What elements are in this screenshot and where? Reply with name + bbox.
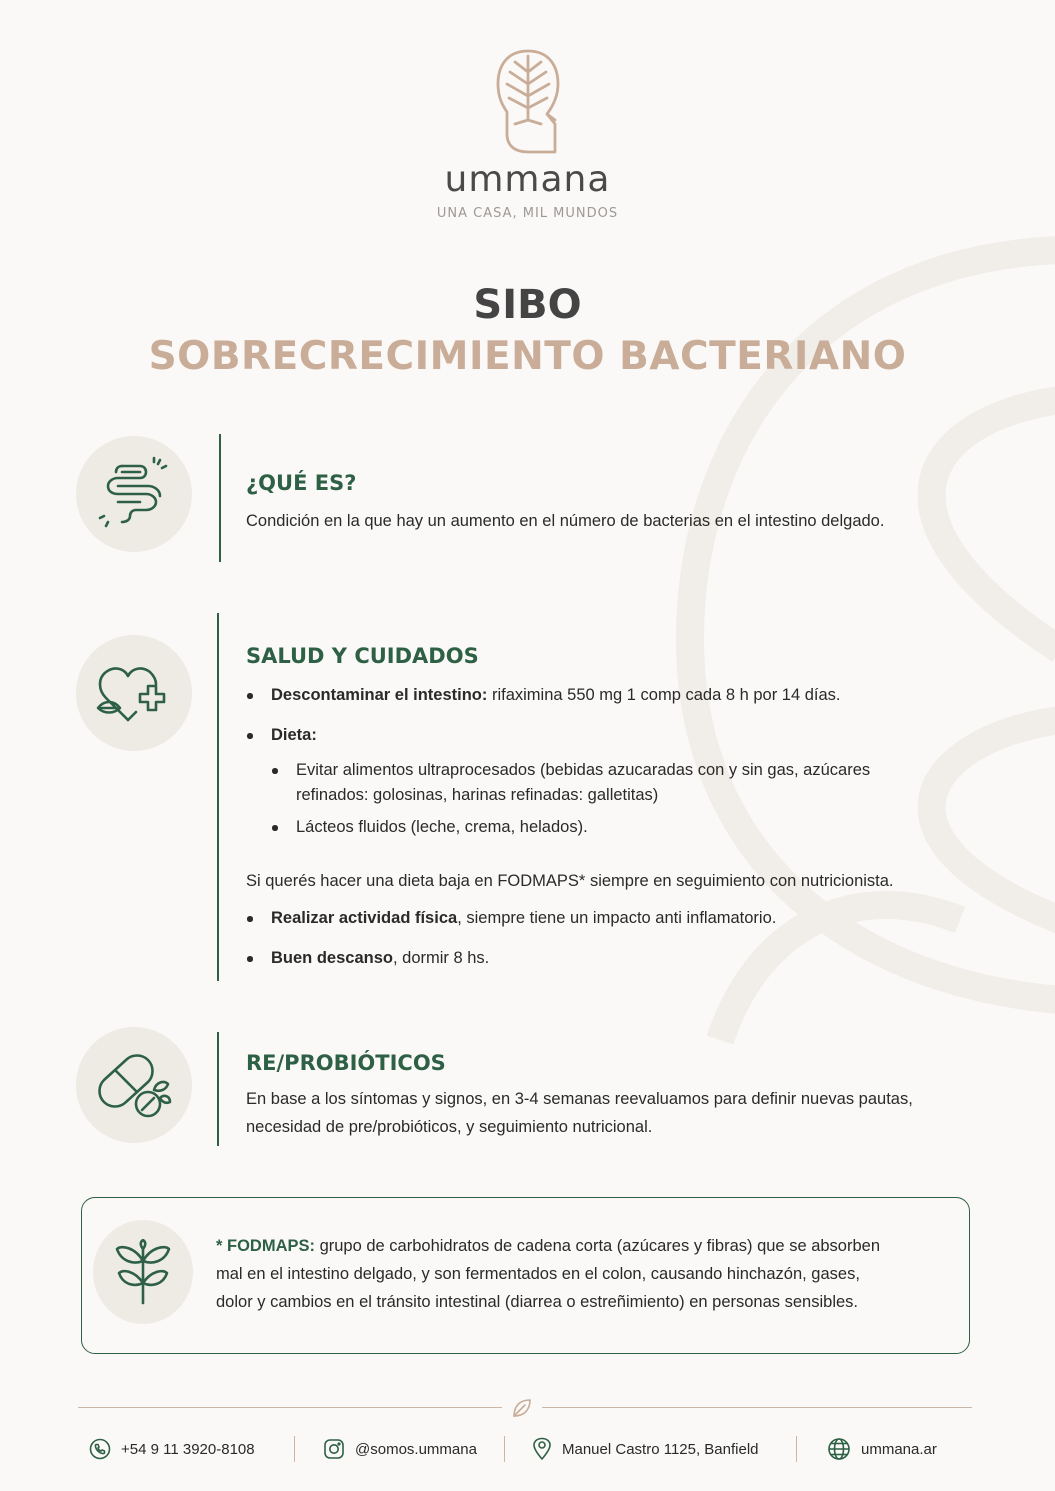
probioticos-text (246, 1085, 913, 1141)
plant-icon (113, 1239, 173, 1305)
fodmaps-label: * FODMAPS: (216, 1237, 315, 1255)
website-text: ummana.ar (861, 1440, 937, 1458)
leaf-icon (511, 1397, 533, 1419)
descontaminar-text: rifaximina 550 mg 1 comp cada 8 h por 14 días. (487, 686, 841, 704)
descontaminar-label: Descontaminar el intestino: (271, 686, 488, 704)
footer-address[interactable] (532, 1436, 759, 1462)
descanso-text: , dormir 8 hs. (392, 949, 490, 967)
ultraprocesados-line2: refinados: golosinas, harinas refinadas: galletitas) (296, 786, 659, 804)
actividad-label: Realizar actividad física (271, 909, 458, 927)
brand-name: ummana (444, 159, 611, 200)
que-es-divider (219, 434, 221, 562)
fodmaps-line1: grupo de carbohidratos de cadena corta (azúcares y fibras) que se absorben (315, 1237, 881, 1255)
instagram-text: @somos.ummana (355, 1440, 477, 1458)
footer-website[interactable] (827, 1436, 937, 1462)
probioticos-icon-circle (76, 1027, 192, 1143)
instagram-icon (323, 1438, 345, 1460)
list-item-actividad (271, 906, 776, 931)
actividad-text: , siempre tiene un impacto anti inflamatorio. (457, 909, 777, 927)
footer-phone[interactable] (89, 1436, 255, 1462)
que-es-text: Condición en la que hay un aumento en el número de bacterias en el intestino delgado. (246, 512, 885, 530)
brand-tagline: UNA CASA, MIL MUNDOS (436, 206, 619, 221)
sub-item-lacteos (296, 815, 588, 840)
ultraprocesados-line1: Evitar alimentos ultraprocesados (bebidas azucaradas con y sin gas, azúcares (296, 761, 871, 779)
logo-leaf-face-icon (495, 48, 561, 154)
probioticos-divider (217, 1032, 219, 1146)
probioticos-line1: En base a los síntomas y signos, en 3-4 semanas reevaluamos para definir nuevas pautas, (246, 1090, 913, 1108)
globe-icon (827, 1437, 851, 1461)
sub-item-ultraprocesados (296, 758, 870, 808)
footer-separator-1 (294, 1436, 295, 1462)
capsule-leaf-icon (94, 1050, 174, 1120)
list-item-descanso (271, 946, 489, 971)
address-text: Manuel Castro 1125, Banfield (562, 1440, 759, 1458)
fodmap-note: Si querés hacer una dieta baja en FODMAPS* siempre en seguimiento con nutricionista. (246, 872, 894, 890)
footer-instagram[interactable] (323, 1436, 477, 1462)
heart-plus-icon (94, 658, 174, 728)
que-es-icon-circle (76, 436, 192, 552)
fodmaps-text (216, 1232, 880, 1316)
footer-divider-left (78, 1407, 502, 1408)
phone-text: +54 9 11 3920-8108 (121, 1440, 255, 1458)
list-item-descontaminar (271, 683, 841, 708)
intestine-icon (96, 456, 172, 532)
location-icon (532, 1437, 552, 1461)
page-title: SIBO (473, 282, 582, 328)
footer-separator-3 (796, 1436, 797, 1462)
brand-logo (0, 48, 1055, 221)
footer-divider-right (542, 1407, 972, 1408)
probioticos-heading: RE/PROBIÓTICOS (246, 1051, 446, 1075)
probioticos-line2: necesidad de pre/probióticos, y seguimiento nutricional. (246, 1118, 653, 1136)
list-item-dieta (271, 723, 317, 748)
que-es-heading: ¿QUÉ ES? (246, 471, 357, 495)
phone-icon (89, 1438, 111, 1460)
salud-divider (217, 613, 219, 981)
lacteos-text: Lácteos fluidos (leche, crema, helados). (296, 818, 588, 836)
salud-icon-circle (76, 635, 192, 751)
footer-separator-2 (504, 1436, 505, 1462)
descanso-label: Buen descanso (271, 949, 393, 967)
dieta-label: Dieta: (271, 726, 317, 744)
page-subtitle: SOBRECRECIMIENTO BACTERIANO (148, 334, 907, 379)
fodmaps-icon-circle (93, 1220, 193, 1324)
salud-heading: SALUD Y CUIDADOS (246, 644, 479, 668)
fodmaps-line2: mal en el intestino delgado, y son fermentados en el colon, causando hinchazón, gases, (216, 1265, 860, 1283)
fodmaps-line3: dolor y cambios en el tránsito intestinal (diarrea o estreñimiento) en personas sensibles. (216, 1293, 858, 1311)
